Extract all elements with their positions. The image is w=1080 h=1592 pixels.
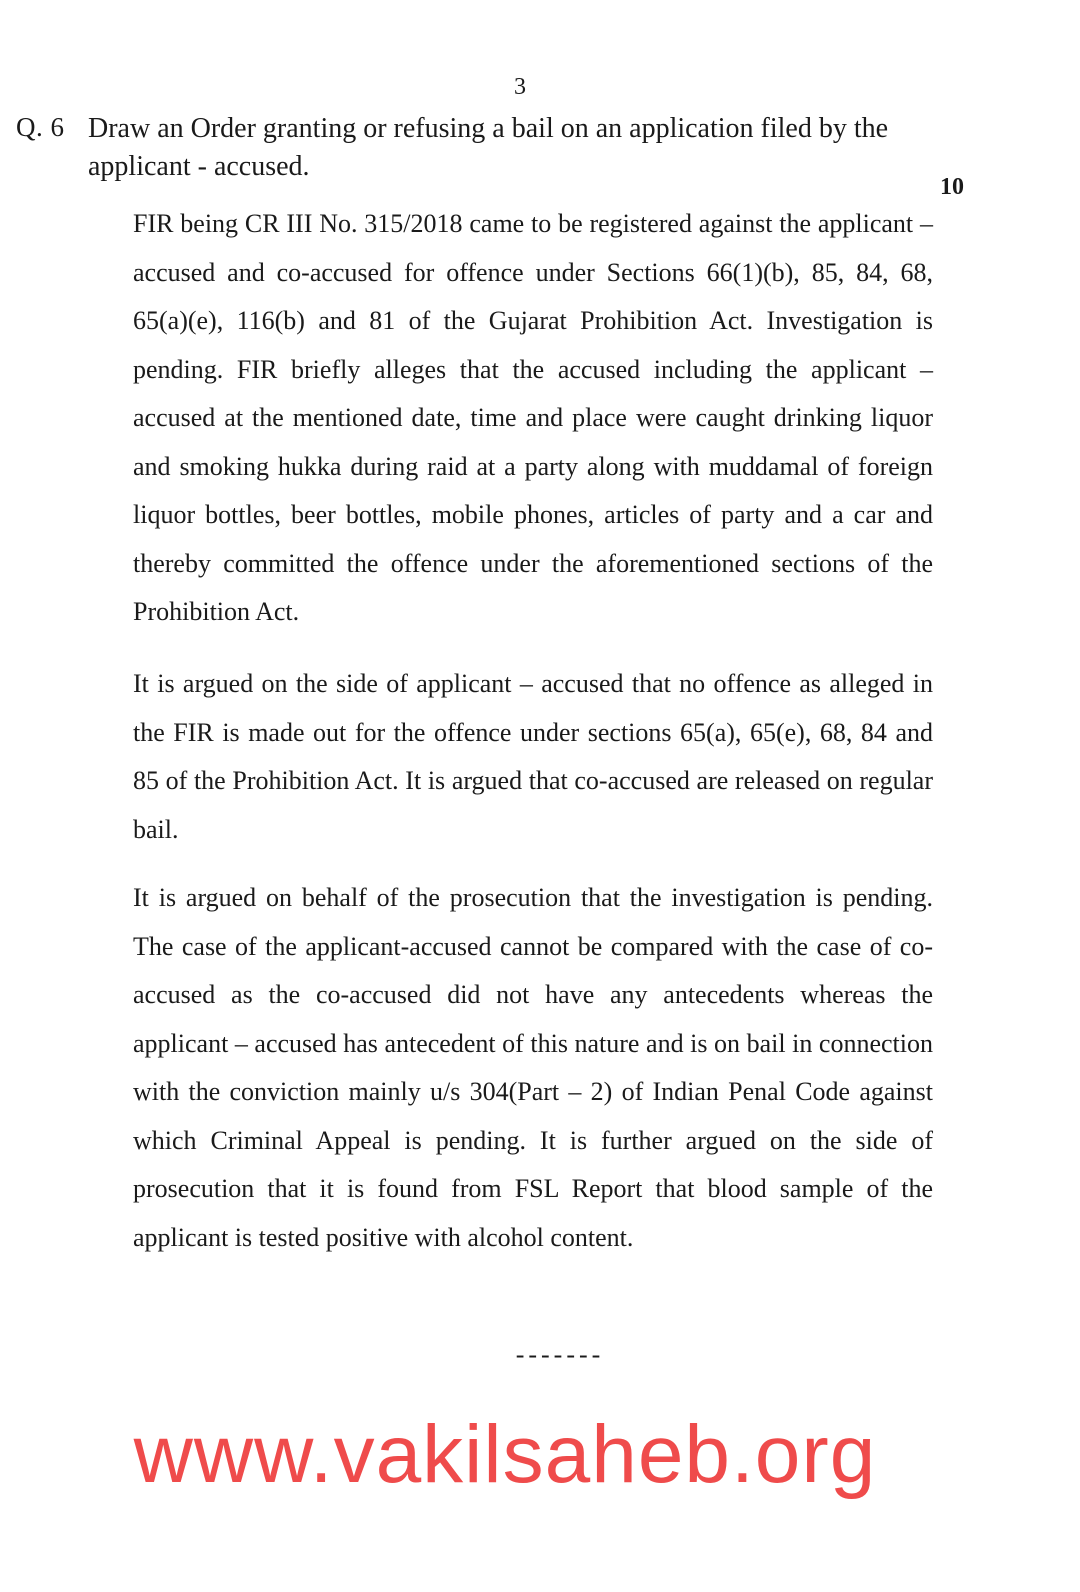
fir-paragraph: FIR being CR III No. 315/2018 came to be registered against the applicant – accused and co-accused for offence under Sections 66(1)(b), 85, 84, 68, 65(a)(e), 116(b) and 81 of the Gujarat Prohibition Act. Investigation is pending. FIR briefly alleges that the accused including the applicant – accused at the mentioned date, time and place were caught drinking liquor and smoking hukka during raid at a party along with muddamal of foreign liquor bottles, beer bottles, mobile phones, articles of party and a car and thereby committed the offence under the aforementioned sections of the Prohibition Act. (133, 209, 933, 626)
applicant-argument-paragraph: It is argued on the side of applicant – accused that no offence as alleged in the FIR is made out for the offence under sections 65(a), 65(e), 68, 84 and 85 of the Prohibition Act. It is argued that co-accused are released on regular bail. (133, 669, 933, 844)
question-label: Q. 6 (16, 112, 65, 142)
end-marker: ------- (515, 1340, 605, 1369)
question-marks: 10 (940, 174, 964, 200)
page-number: 3 (514, 74, 526, 100)
watermark-url: www.vakilsaheb.org (133, 1409, 877, 1500)
question-text: Draw an Order granting or refusing a bail on an application filed by the applicant - accused. (88, 113, 889, 182)
prosecution-argument-paragraph: It is argued on behalf of the prosecution that the investigation is pending. The case of the applicant-accused cannot be compared with the case of co-accused as the co-accused did not have any antecedents whereas the applicant – accused has antecedent of this nature and is on bail in connection with the conviction mainly u/s 304(Part – 2) of Indian Penal Code against which Criminal Appeal is pending. It is further argued on the side of prosecution that it is found from FSL Report that blood sample of the applicant is tested positive with alcohol content. (133, 883, 933, 1252)
